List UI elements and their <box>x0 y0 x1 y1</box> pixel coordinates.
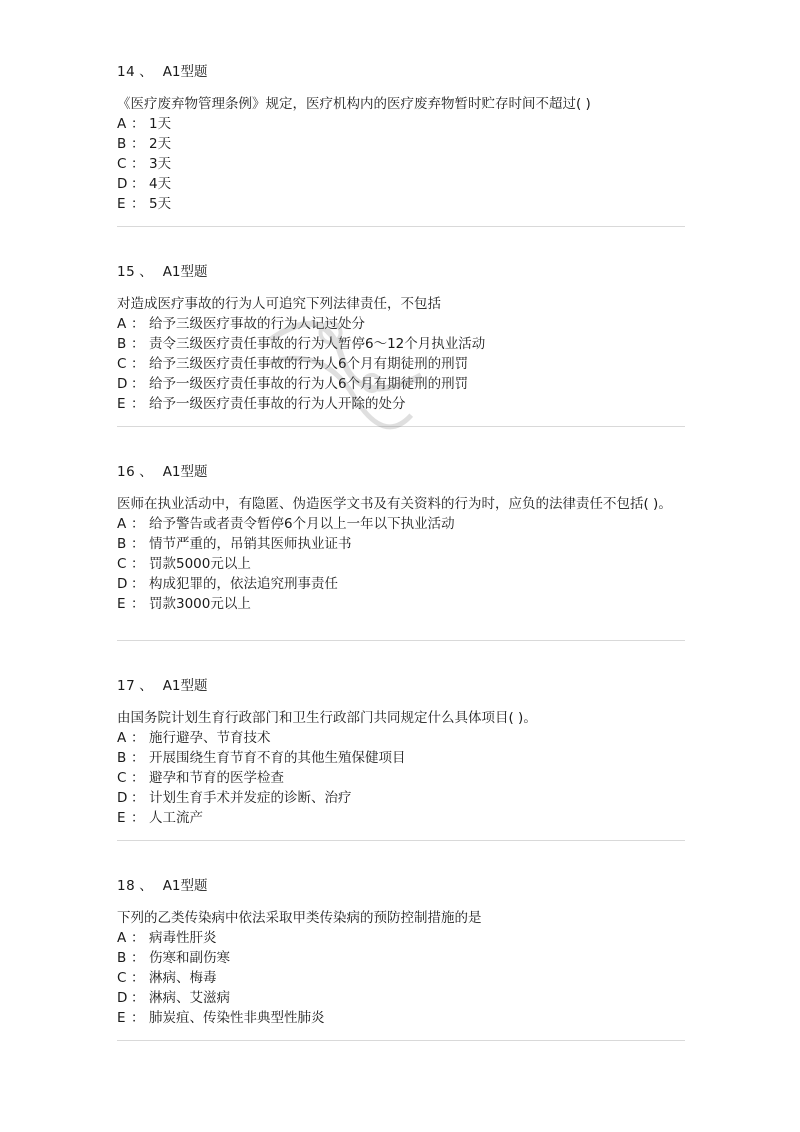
option-d: D ： 构成犯罪的，依法追究刑事责任 <box>117 576 338 592</box>
option-c: C ： 罚款5000元以上 <box>117 556 251 572</box>
option-a: A ： 1天 <box>117 116 172 132</box>
option-b: B ： 责令三级医疗责任事故的行为人暂停6～12个月执业活动 <box>117 336 486 352</box>
question-header: 14 、 A1型题 <box>117 64 208 80</box>
divider <box>117 1040 685 1041</box>
option-c: C ： 淋病、梅毒 <box>117 970 217 986</box>
option-e: E ： 肺炭疽、传染性非典型性肺炎 <box>117 1010 325 1026</box>
question-number: 15 <box>117 264 136 280</box>
question-16 <box>117 462 685 614</box>
option-d: D ： 计划生育手术并发症的诊断、治疗 <box>117 790 352 806</box>
option-e: E ： 人工流产 <box>117 810 203 826</box>
divider <box>117 426 685 427</box>
question-number: 17 <box>117 678 136 694</box>
option-c: C ： 3天 <box>117 156 172 172</box>
option-e: E ： 给予一级医疗责任事故的行为人开除的处分 <box>117 396 406 412</box>
option-a: A ： 给予警告或者责令暂停6个月以上一年以下执业活动 <box>117 516 455 532</box>
question-type: A1型题 <box>162 64 208 80</box>
question-text: 对造成医疗事故的行为人可追究下列法律责任，不包括 <box>117 296 441 312</box>
question-text: 由国务院计划生育行政部门和卫生行政部门共同规定什么具体项目( )。 <box>117 710 537 726</box>
question-text: 下列的乙类传染病中依法采取甲类传染病的预防控制措施的是 <box>117 910 482 926</box>
option-b: B ： 伤寒和副伤寒 <box>117 950 230 966</box>
question-text: 医师在执业活动中，有隐匿、伪造医学文书及有关资料的行为时，应负的法律责任不包括( )。 <box>117 496 672 512</box>
question-header: 16 、 A1型题 <box>117 464 208 480</box>
option-e: E ： 罚款3000元以上 <box>117 596 251 612</box>
question-18 <box>117 876 685 1028</box>
question-15 <box>117 262 685 414</box>
option-c: C ： 避孕和节育的医学检查 <box>117 770 284 786</box>
question-header: 15 、 A1型题 <box>117 264 208 280</box>
option-a: A ： 施行避孕、节育技术 <box>117 730 271 746</box>
option-b: B ： 2天 <box>117 136 172 152</box>
option-d: D ： 淋病、艾滋病 <box>117 990 230 1006</box>
option-a: A ： 给予三级医疗事故的行为人记过处分 <box>117 316 365 332</box>
question-number: 14 <box>117 64 136 80</box>
option-b: B ： 开展围绕生育节育不育的其他生殖保健项目 <box>117 750 406 766</box>
question-17 <box>117 676 685 828</box>
question-type: A1型题 <box>162 464 208 480</box>
question-number: 18 <box>117 878 136 894</box>
question-14 <box>117 62 685 214</box>
option-d: D ： 给予一级医疗责任事故的行为人6个月有期徒刑的刑罚 <box>117 376 469 392</box>
option-e: E ： 5天 <box>117 196 172 212</box>
question-header: 18 、 A1型题 <box>117 878 208 894</box>
question-header: 17 、 A1型题 <box>117 678 208 694</box>
option-b: B ： 情节严重的，吊销其医师执业证书 <box>117 536 352 552</box>
divider <box>117 640 685 641</box>
question-type: A1型题 <box>162 678 208 694</box>
option-d: D ： 4天 <box>117 176 172 192</box>
option-c: C ： 给予三级医疗责任事故的行为人6个月有期徒刑的刑罚 <box>117 356 469 372</box>
option-a: A ： 病毒性肝炎 <box>117 930 217 946</box>
divider <box>117 226 685 227</box>
question-text: 《医疗废弃物管理条例》规定，医疗机构内的医疗废弃物暂时贮存时间不超过( ) <box>117 96 591 112</box>
question-number: 16 <box>117 464 136 480</box>
question-type: A1型题 <box>162 878 208 894</box>
divider <box>117 840 685 841</box>
question-type: A1型题 <box>162 264 208 280</box>
